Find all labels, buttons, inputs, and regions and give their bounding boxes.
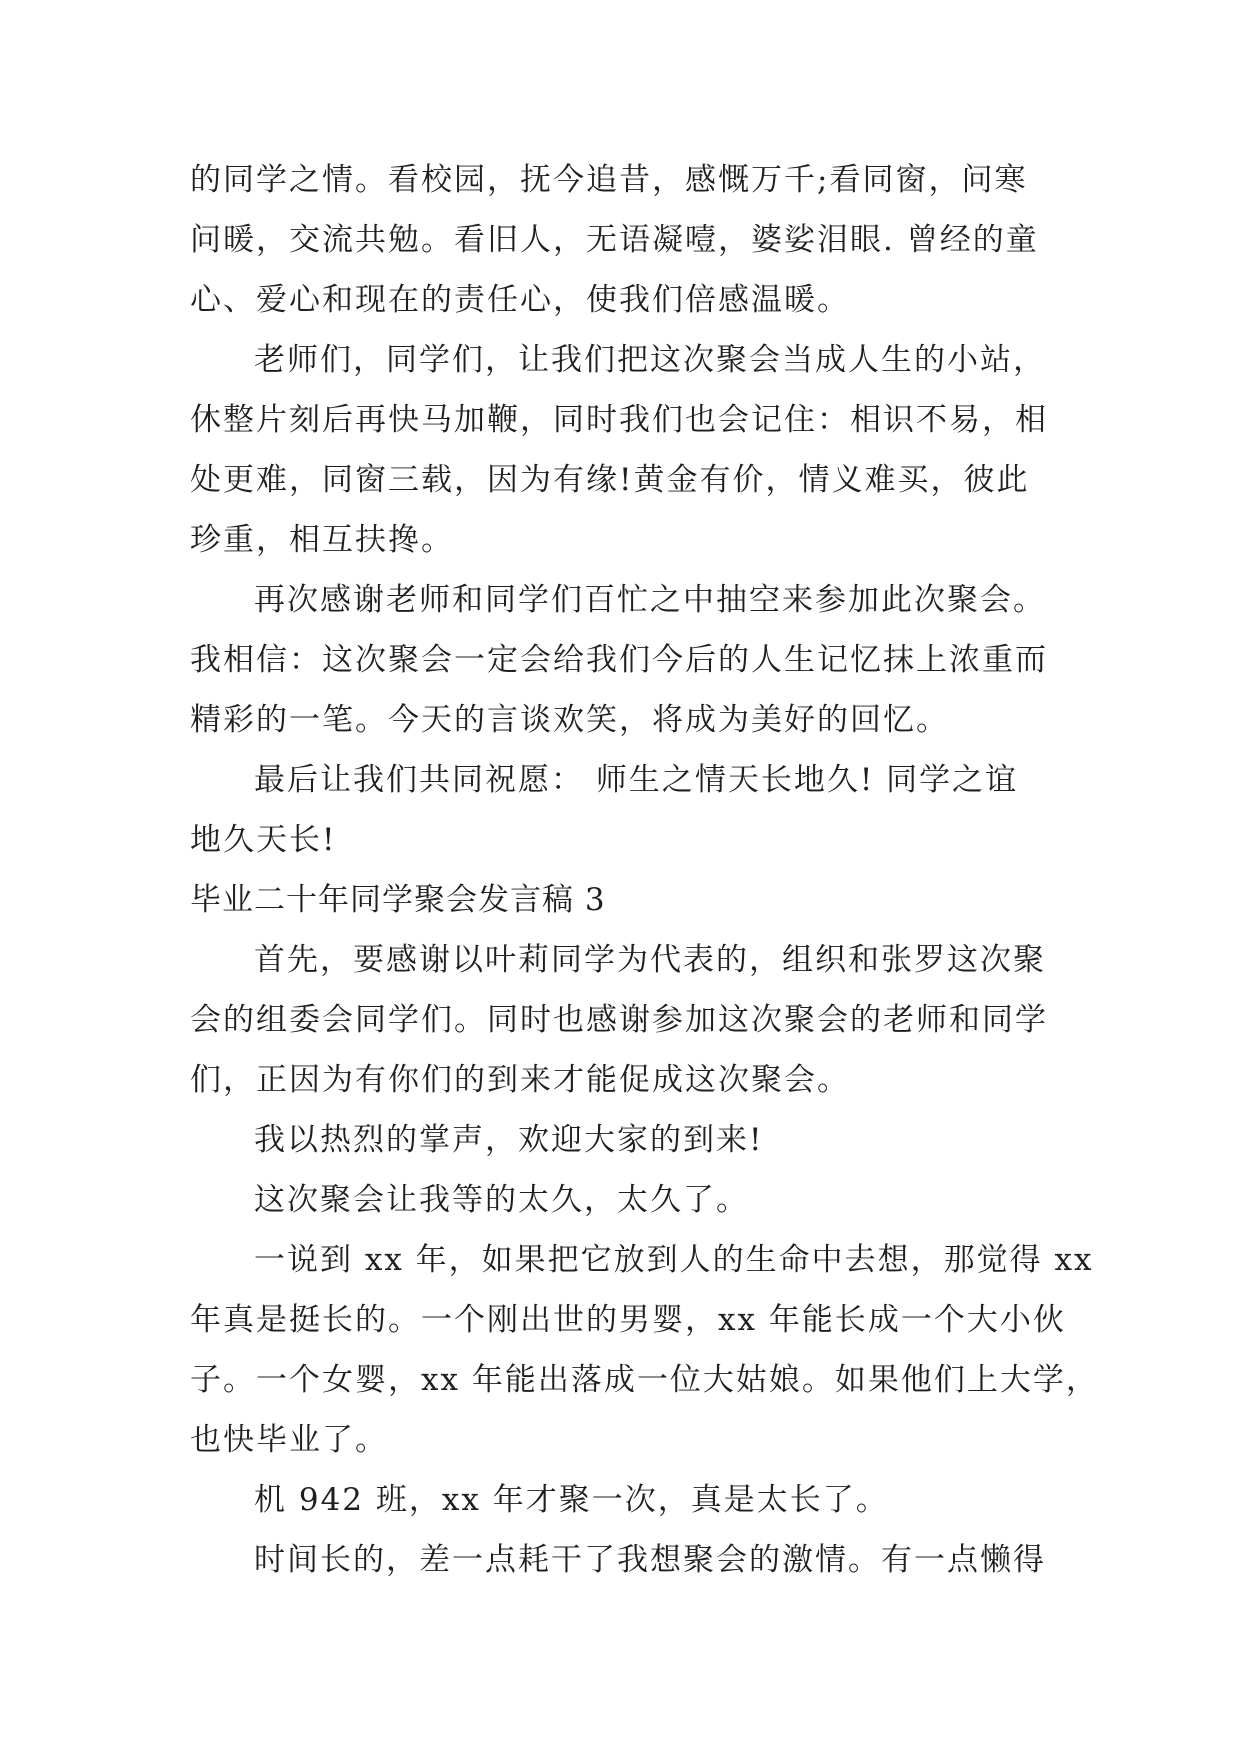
- text-line: 珍重，相互扶搀。: [190, 522, 454, 558]
- text-line: 我相信：这次聚会一定会给我们今后的人生记忆抹上浓重而: [190, 642, 1048, 678]
- text-line: 会的组委会同学们。同时也感谢参加这次聚会的老师和同学: [190, 1002, 1048, 1038]
- text-line: 子。一个女婴，xx 年能出落成一位大姑娘。如果他们上大学，: [190, 1362, 1099, 1398]
- text-line: 机 942 班，xx 年才聚一次，真是太长了。: [254, 1482, 889, 1518]
- section-heading: 毕业二十年同学聚会发言稿 3: [190, 882, 606, 918]
- text-line: 问暖，交流共勉。看旧人，无语凝噎，婆娑泪眼. 曾经的童: [190, 222, 1039, 258]
- text-line: 地久天长!: [190, 822, 337, 858]
- document-body: [190, 150, 1099, 1590]
- text-line: 再次感谢老师和同学们百忙之中抽空来参加此次聚会。: [254, 582, 1046, 618]
- text-line: 一说到 xx 年，如果把它放到人的生命中去想，那觉得 xx: [254, 1242, 1094, 1278]
- text-line: 休整片刻后再快马加鞭，同时我们也会记住：相识不易，相: [190, 402, 1048, 438]
- text-line: 们，正因为有你们的到来才能促成这次聚会。: [190, 1062, 850, 1098]
- text-line: 我以热烈的掌声，欢迎大家的到来!: [254, 1122, 764, 1158]
- text-line: 年真是挺长的。一个刚出世的男婴，xx 年能长成一个大小伙: [190, 1302, 1066, 1338]
- text-line: 这次聚会让我等的太久，太久了。: [254, 1182, 749, 1218]
- text-line: 首先，要感谢以叶莉同学为代表的，组织和张罗这次聚: [254, 942, 1046, 978]
- text-line: 的同学之情。看校园，抚今追昔，感慨万千;看同窗，问寒: [190, 162, 1028, 198]
- text-line: 最后让我们共同祝愿： 师生之情天长地久! 同学之谊: [254, 762, 1019, 798]
- text-line: 时间长的，差一点耗干了我想聚会的激情。有一点懒得: [254, 1542, 1046, 1578]
- text-line: 处更难，同窗三载，因为有缘!黄金有价，情义难买，彼此: [190, 462, 1030, 498]
- text-line: 老师们，同学们，让我们把这次聚会当成人生的小站，: [254, 342, 1046, 378]
- text-line: 也快毕业了。: [190, 1422, 388, 1458]
- text-line: 精彩的一笔。今天的言谈欢笑，将成为美好的回忆。: [190, 702, 949, 738]
- text-line: 心、爱心和现在的责任心，使我们倍感温暖。: [190, 282, 850, 318]
